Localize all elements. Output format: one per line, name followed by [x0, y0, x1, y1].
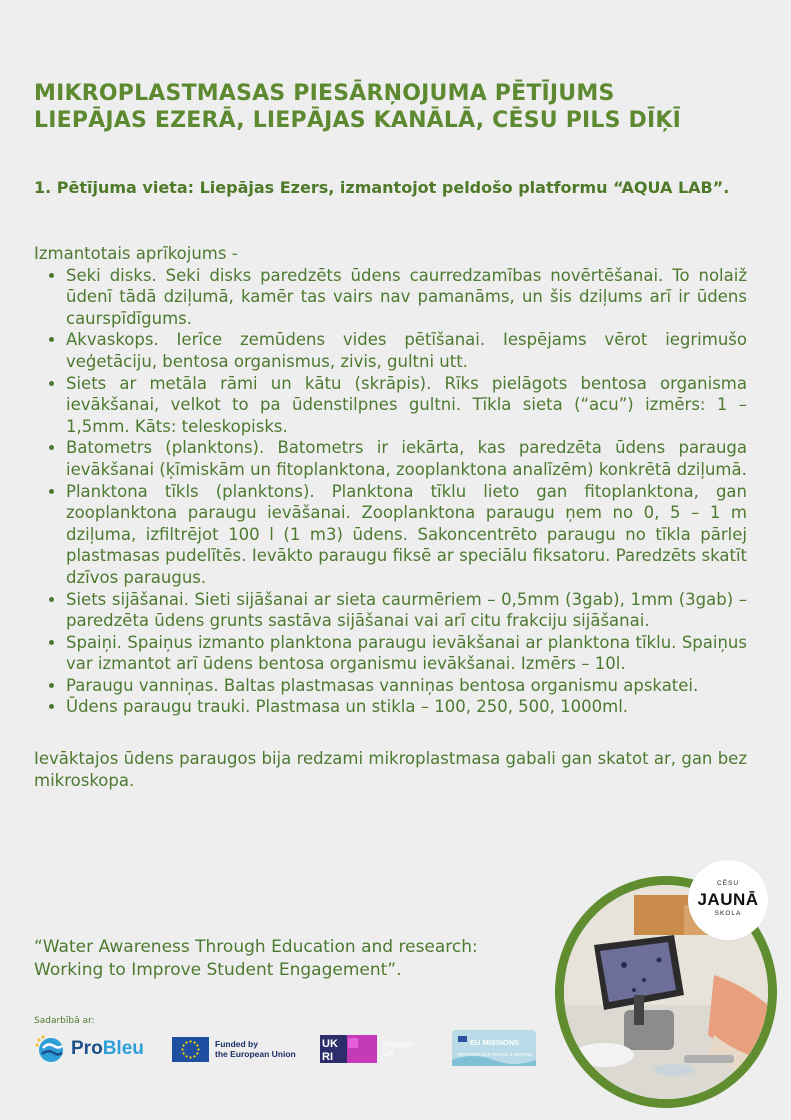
probleu-globe-icon [34, 1033, 66, 1065]
eu-funding-text [215, 1039, 296, 1059]
eu-flag-icon [172, 1037, 209, 1062]
list-item: • Batometrs (planktons). Batometrs ir iekārta, kas paredzēta ūdens parauga ievākšanai (ķīmiskām un fitoplanktona, zooplanktona analīzēm) konkrētā dziļumā. [66, 437, 747, 480]
title-line-1: MIKROPLASTMASAS PIESĀRŅOJUMA PĒTĪJUMS [34, 81, 615, 106]
ukri-line-1: Innovate [383, 1040, 414, 1049]
missions-name: EU MISSIONS [470, 1038, 520, 1047]
quote-line-2: Working to Improve Student Engagement”. [34, 960, 402, 980]
conclusion-text: Ievāktajos ūdens paraugos bija redzami mikroplastmasa gabali gan skatot ar, gan bez mikroskopa. [34, 749, 747, 790]
project-quote [34, 936, 554, 982]
probleu-wordmark [71, 1038, 144, 1060]
ukri-line-2: UK [383, 1049, 395, 1058]
list-item: • Akvaskops. Ierīce zemūdens vides pētīšanai. Iespējams vērot iegrimušo veģetāciju, bentosa organismus, zivis, gultni utt. [66, 329, 747, 372]
eu-missions-logo [452, 1030, 536, 1066]
eu-funding-logo [172, 1030, 296, 1068]
list-item: • Siets sijāšanai. Sieti sijāšanai ar sieta caurmēriem – 0,5mm (3gab), 1mm (3gab) – paredzēta ūdens grunts sastāva sijāšanai vai arī citu frakciju sijāšanai. [66, 589, 747, 632]
eu-line-1: Funded by [215, 1039, 258, 1049]
equipment-intro: Izmantotais aprīkojums - [34, 244, 238, 263]
ukri-mark-icon [320, 1033, 378, 1065]
school-badge [688, 860, 768, 940]
svg-text:UK: UK [322, 1038, 338, 1050]
partners-label: Sadarbībā ar: [34, 1016, 95, 1026]
probleu-pro: Pro [71, 1038, 103, 1059]
eu-line-2: the European Union [215, 1049, 296, 1059]
list-item: • Siets ar metāla rāmi un kātu (skrāpis). Rīks pielāgots bentosa organisma ievākšanai, velkot to pa ūdenstilpnes gultni. Tīkla sieta (“acu”) izmērs: 1 – 1,5mm. Kāts: teleskopisks. [66, 373, 747, 438]
title-line-2: LIEPĀJAS EZERĀ, LIEPĀJAS KANĀLĀ, CĒSU PILS DĪĶĪ [34, 108, 682, 133]
main-body [34, 243, 747, 791]
list-item: • Paraugu vanniņas. Baltas plastmasas vanniņas bentosa organismu apskatei. [66, 675, 747, 697]
missions-wave-icon [452, 1030, 536, 1066]
school-badge-bottom: SKOLA [714, 910, 742, 917]
missions-subtitle: RESTORE OUR OCEAN & WATERS [458, 1052, 533, 1057]
probleu-logo [34, 1030, 144, 1068]
svg-text:RI: RI [322, 1051, 333, 1063]
probleu-bleu: Bleu [102, 1038, 144, 1059]
list-item: • Ūdens paraugu trauki. Plastmasa un stikla – 100, 250, 500, 1000ml. [66, 696, 747, 718]
list-item: • Spaiņi. Spaiņus izmanto planktona paraugu ievākšanai ar planktona tīklu. Spaiņus var izmantot arī ūdens bentosa organismu ievākšanai. Izmērs – 10l. [66, 632, 747, 675]
equipment-list [34, 265, 747, 718]
quote-line-1: “Water Awareness Through Education and research: [34, 937, 478, 957]
list-item: • Planktona tīkls (planktons). Planktona tīklu lieto gan fitoplanktona, gan zooplanktona paraugu ievāšanai. Zooplanktona paraugu ņem no 0, 5 – 1 m dziļuma, izfiltrējot 100 l (1 m3) ūdens. Sakoncentrēto paraugu no tīkla pārlej plastmasas pudelītēs. Ievākto paraugu fiksē ar speciālu fiksatoru. Paredzēts skatīt dzīvos paraugus. [66, 481, 747, 589]
school-badge-name: JAUNĀ [697, 890, 759, 909]
list-item: • Seki disks. Seki disks paredzēts ūdens caurredzamības novērtēšanai. To nolaiž ūdenī tādā dziļumā, kamēr tas vairs nav pamanāms, un šis dziļums arī ir ūdens caurspīdīgums. [66, 265, 747, 330]
innovate-uk-logo [320, 1030, 414, 1068]
section-heading: 1. Pētījuma vieta: Liepājas Ezers, izmantojot peldošo platformu “AQUA LAB”. [34, 178, 730, 197]
school-badge-top: CĒSU [716, 880, 740, 887]
innovate-uk-text [383, 1040, 414, 1058]
page-title [34, 80, 754, 134]
